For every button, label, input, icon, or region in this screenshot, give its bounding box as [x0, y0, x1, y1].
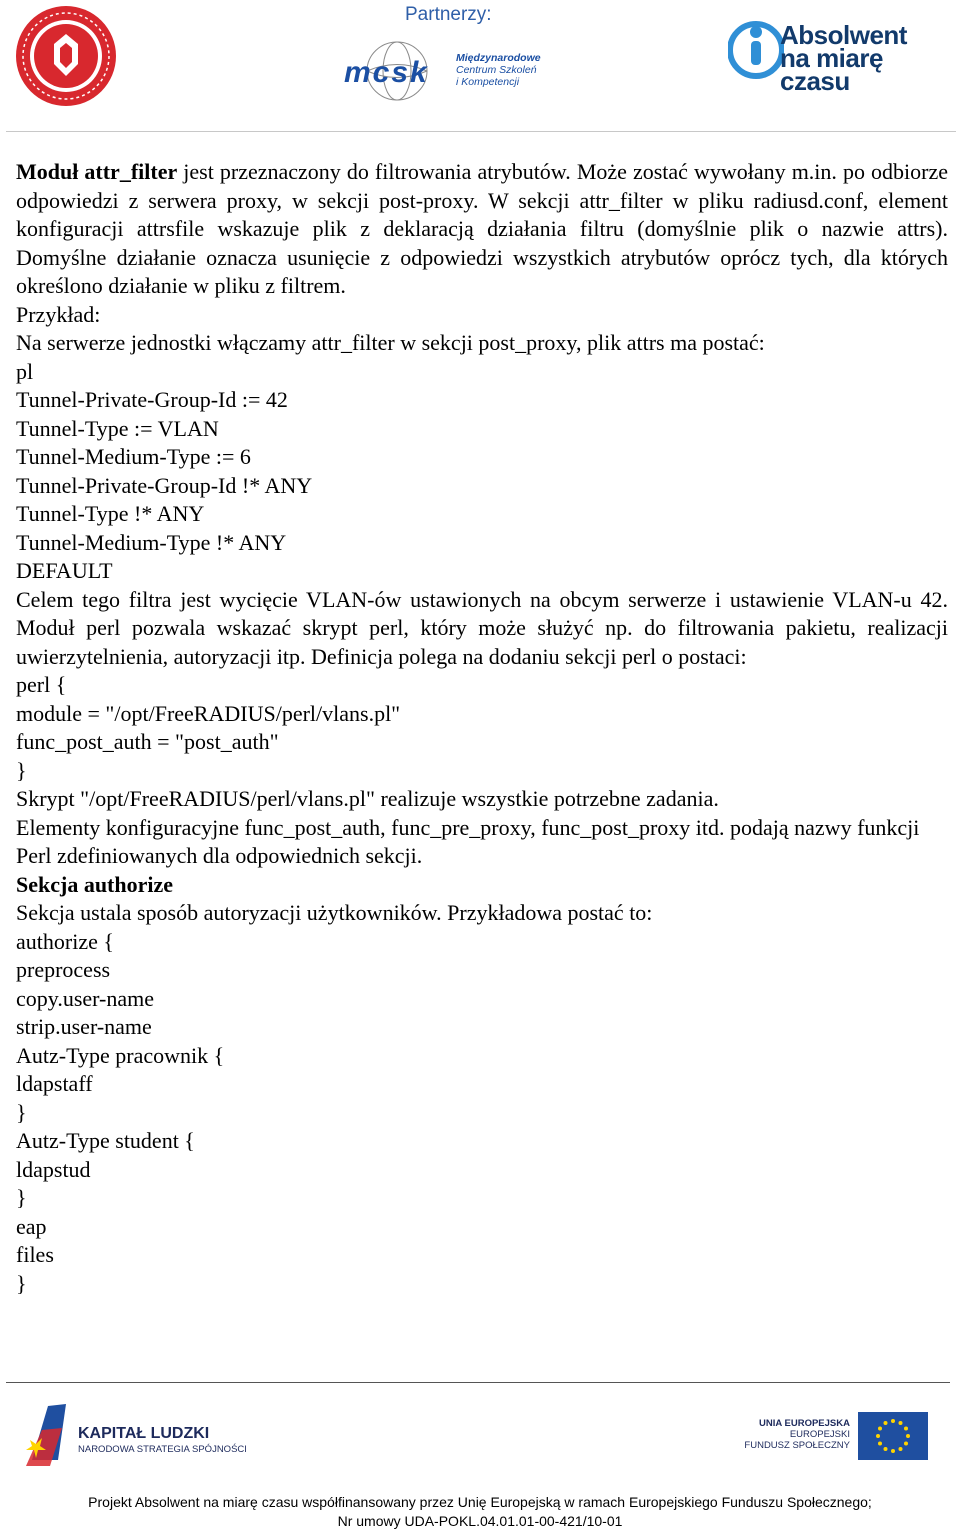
- code-line: ldapstud: [16, 1156, 91, 1182]
- example-intro: Na serwerze jednostki włączamy attr_filter w sekcji post_proxy, plik attrs ma postać:: [16, 330, 765, 355]
- paragraph-filter-purpose: Celem tego filtra jest wycięcie VLAN-ów ustawionych na obcym serwerze i ustawienie VLAN-u 42. Moduł perl pozwala wskazać skrypt perl, który może służyć np. do filtrowania pakietu, realizacji uwierzytelnienia, autoryzacji itp. Definicja polega na dodaniu sekcji perl o postaci:: [16, 586, 948, 669]
- eu-line-2: EUROPEJSKI: [789, 1429, 850, 1440]
- code-line: Tunnel-Medium-Type !* ANY: [16, 529, 287, 555]
- project-note-line-2: Nr umowy UDA-POKL.04.01.01-00-421/10-01: [337, 1513, 623, 1529]
- kapital-ludzki-subtitle: NARODOWA STRATEGIA SPÓJNOŚCI: [78, 1444, 247, 1455]
- code-line: Autz-Type pracownik {: [16, 1042, 225, 1068]
- anm-line-1: Absolwent: [780, 20, 907, 50]
- code-line: Tunnel-Type := VLAN: [16, 415, 219, 441]
- mcsk-line-1: Międzynarodowe: [456, 52, 541, 64]
- code-line: eap: [16, 1213, 47, 1239]
- code-line: Tunnel-Private-Group-Id := 42: [16, 387, 288, 412]
- code-line: files: [16, 1242, 54, 1267]
- absolwent-caption: [780, 20, 907, 96]
- attr-filter-heading: Moduł attr_filter: [16, 159, 178, 184]
- project-note-line-1: Projekt Absolwent na miarę czasu współfinansowany przez Unię Europejską w ramach Europejskiego Funduszu Społecznego;: [88, 1494, 872, 1510]
- kapital-ludzki-title: KAPITAŁ LUDZKI: [78, 1425, 210, 1442]
- code-line: }: [16, 1099, 27, 1125]
- code-line: Autz-Type student {: [16, 1128, 195, 1153]
- code-line: Tunnel-Type !* ANY: [16, 501, 205, 526]
- kapital-ludzki-star-icon: [22, 1400, 74, 1470]
- paragraph-config-elements: Elementy konfiguracyjne func_post_auth, func_pre_proxy, func_post_proxy itd. podają nazwy funkcji Perl zdefiniowanych dla odpowiednich sekcji.: [16, 814, 920, 868]
- mcsk-line-3: i Kompetencji: [456, 76, 520, 88]
- example-label: Przykład:: [16, 301, 101, 327]
- perl-listing: [16, 671, 948, 785]
- project-note: [0, 1493, 960, 1531]
- code-line: }: [16, 1185, 27, 1210]
- code-line: ldapstaff: [16, 1071, 93, 1096]
- section-heading-authorize: Sekcja authorize: [16, 871, 174, 897]
- mcsk-caption: [456, 52, 541, 88]
- mcsk-line-2: Centrum Szkoleń: [456, 64, 537, 76]
- footer-divider: [6, 1382, 950, 1383]
- code-line: perl {: [16, 672, 67, 697]
- anm-line-3: czasu: [780, 66, 850, 96]
- person-figure-icon: [728, 10, 784, 90]
- eu-logo: [744, 1412, 928, 1462]
- anm-line-2: na miarę: [780, 43, 883, 73]
- code-line: Tunnel-Private-Group-Id !* ANY: [16, 472, 313, 498]
- paragraph-script: Skrypt "/opt/FreeRADIUS/perl/vlans.pl" realizuje wszystkie potrzebne zadania.: [16, 786, 719, 811]
- code-line: copy.user-name: [16, 985, 155, 1011]
- attr-filter-text: jest przeznaczony do filtrowania atrybutów. Może zostać wywołany m.in. po odbiorze odpowiedzi z serwera proxy, w sekcji post-proxy. W sekcji attr_filter w pliku radiusd.conf, element konfiguracji attrsfile wskazuje plik z deklaracją działania filtru (domyślnie plik o nazwie attrs). Domyślne działanie oznacza usunięcie z odpowiedzi wszystkich atrybutów oprócz tych, dla których określono działanie w pliku z filtrem.: [16, 159, 948, 298]
- code-line: module = "/opt/FreeRADIUS/perl/vlans.pl": [16, 700, 401, 726]
- code-line: }: [16, 757, 27, 783]
- kapital-ludzki-logo: [22, 1400, 247, 1470]
- university-crest-icon: [14, 4, 118, 108]
- eu-flag-icon: [858, 1412, 928, 1460]
- authorize-intro: Sekcja ustala sposób autoryzacji użytkowników. Przykładowa postać to:: [16, 900, 653, 925]
- mcsk-logo: [340, 38, 570, 108]
- code-line: }: [16, 1270, 27, 1296]
- eu-line-3: FUNDUSZ SPOŁECZNY: [744, 1440, 850, 1451]
- authorize-listing: [16, 928, 948, 1299]
- mcsk-letters: mcsk: [344, 56, 429, 89]
- header-divider: [6, 131, 956, 132]
- absolwent-logo: [728, 6, 953, 102]
- code-line: authorize {: [16, 928, 114, 954]
- code-line: strip.user-name: [16, 1014, 152, 1039]
- code-line: DEFAULT: [16, 558, 113, 583]
- eu-caption: [744, 1418, 850, 1451]
- code-line: Tunnel-Medium-Type := 6: [16, 444, 251, 469]
- paragraph-attr-filter: [16, 158, 948, 301]
- code-line: pl: [16, 358, 34, 384]
- partners-label: Partnerzy:: [405, 4, 492, 25]
- page-header: [0, 0, 960, 130]
- code-line: func_post_auth = "post_auth": [16, 729, 279, 754]
- attrs-listing: [16, 358, 948, 586]
- eu-line-1: UNIA EUROPEJSKA: [759, 1418, 850, 1429]
- code-line: preprocess: [16, 957, 111, 982]
- document-body: [16, 158, 948, 1298]
